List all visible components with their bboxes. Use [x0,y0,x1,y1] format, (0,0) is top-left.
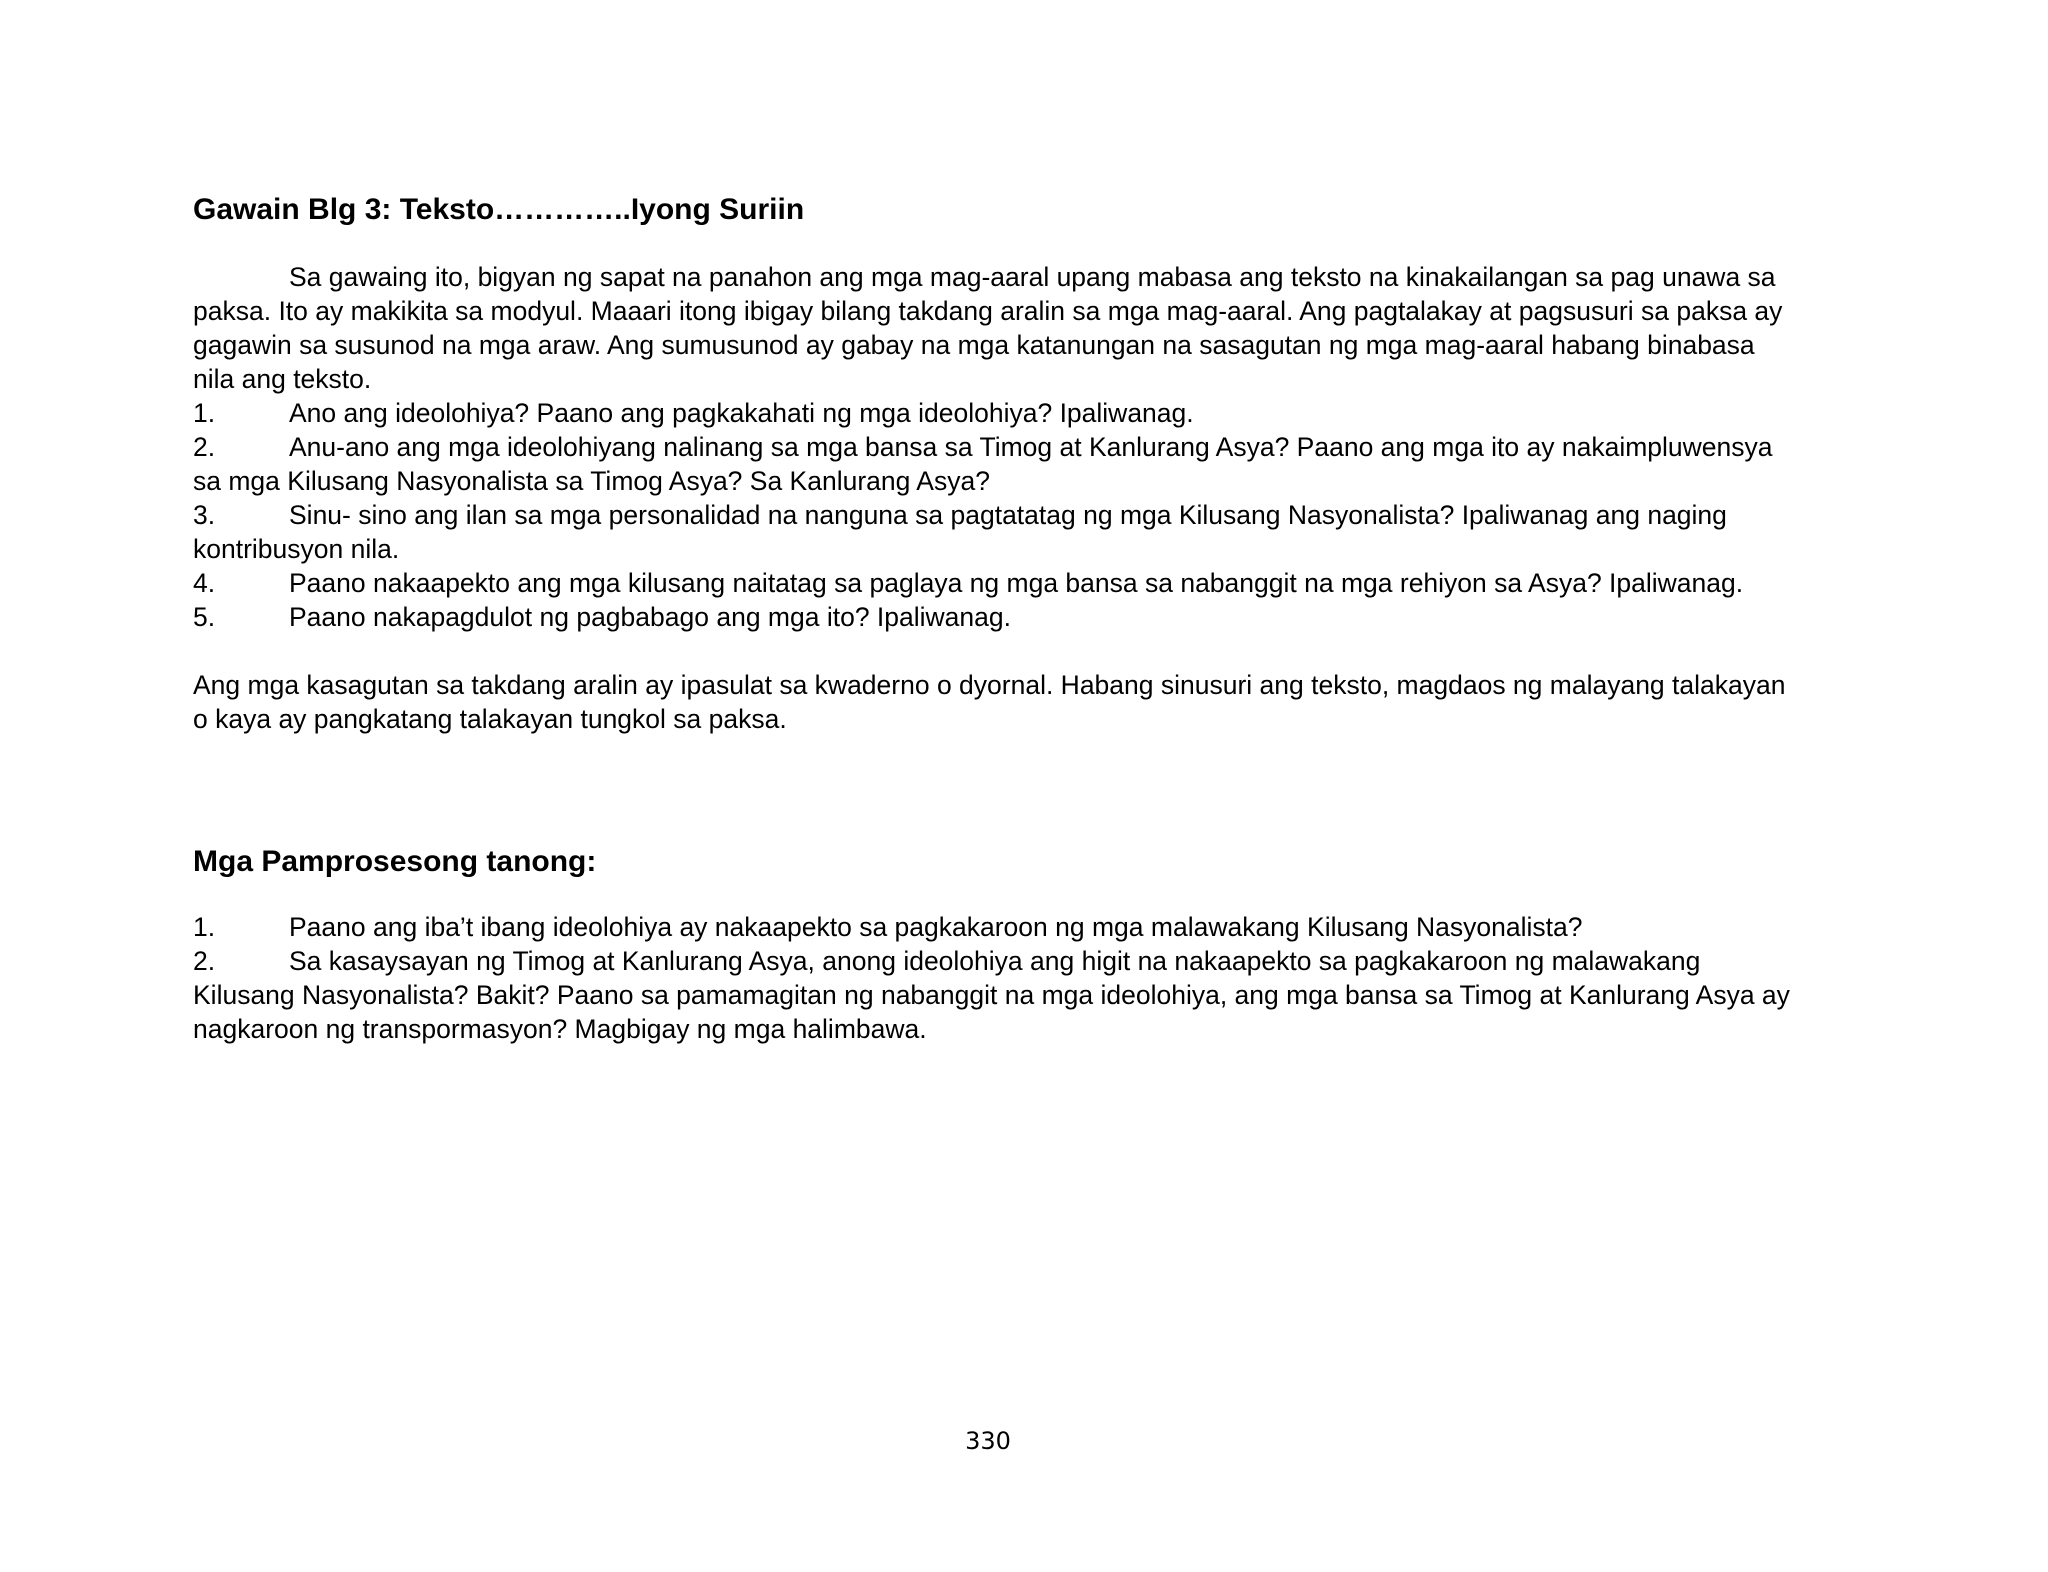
page-content [193,192,1793,1046]
question-text: Sa kasaysayan ng Timog at Kanlurang Asya, anong ideolohiya ang higit na nakaapekto sa pagkakaroon ng malawakang Kilusang Nasyonalista? Bakit? Paano sa pamamagitan ng nabanggit na mga ideolohiya, ang mga bansa sa Timog at Kanlurang Asya ay nagkaroon ng transpormasyon? Magbigay ng mga halimbawa. [193,946,1790,1044]
closing-paragraph: Ang mga kasagutan sa takdang aralin ay ipasulat sa kwaderno o dyornal. Habang sinusuri ang teksto, magdaos ng malayang talakayan o kaya ay pangkatang talakayan tungkol sa paksa. [193,670,1786,734]
question-number: 2. [193,432,216,462]
question-text: Ano ang ideolohiya? Paano ang pagkakahati ng mga ideolohiya? Ipaliwanag. [289,398,1194,428]
question-number: 4. [193,568,216,598]
processing-question-1 [193,910,1793,944]
intro-paragraph: Sa gawaing ito, bigyan ng sapat na panahon ang mga mag-aaral upang mabasa ang teksto na kinakailangan sa pag unawa sa paksa. Ito ay makikita sa modyul. Maaari itong ibigay bilang takdang aralin sa mga mag-aaral. Ang pagtalakay at pagsusuri sa paksa ay gagawin sa susunod na mga araw. Ang sumusunod ay gabay na mga katanungan na sasagutan ng mga mag-aaral habang binabasa nila ang teksto. [193,262,1783,394]
guide-question-1 [193,396,1793,430]
question-number: 3. [193,500,216,530]
guide-question-4 [193,566,1793,600]
question-text: Anu-ano ang mga ideolohiyang nalinang sa mga bansa sa Timog at Kanlurang Asya? Paano ang mga ito ay nakaimpluwensya sa mga Kilusang Nasyonalista sa Timog Asya? Sa Kanlurang Asya? [193,432,1773,496]
processing-question-2 [193,944,1793,1046]
guide-question-5 [193,600,1793,634]
question-text: Sinu- sino ang ilan sa mga personalidad na nanguna sa pagtatatag ng mga Kilusang Nasyonalista? Ipaliwanag ang naging kontribusyon nila. [193,500,1727,564]
question-text: Paano nakaapekto ang mga kilusang naitatag sa paglaya ng mga bansa sa nabanggit na mga rehiyon sa Asya? Ipaliwanag. [289,568,1744,598]
activity-title: Gawain Blg 3: Teksto…………..Iyong Suriin [193,193,805,226]
guide-question-2 [193,430,1793,498]
question-number: 5. [193,602,216,632]
processing-questions-title: Mga Pamprosesong tanong: [193,845,597,878]
guide-question-3 [193,498,1793,566]
question-number: 2. [193,946,216,976]
question-text: Paano ang iba’t ibang ideolohiya ay nakaapekto sa pagkakaroon ng mga malawakang Kilusang Nasyonalista? [289,912,1583,942]
question-number: 1. [193,398,216,428]
page-number: 330 [965,1427,1011,1455]
question-number: 1. [193,912,216,942]
question-text: Paano nakapagdulot ng pagbabago ang mga ito? Ipaliwanag. [289,602,1011,632]
